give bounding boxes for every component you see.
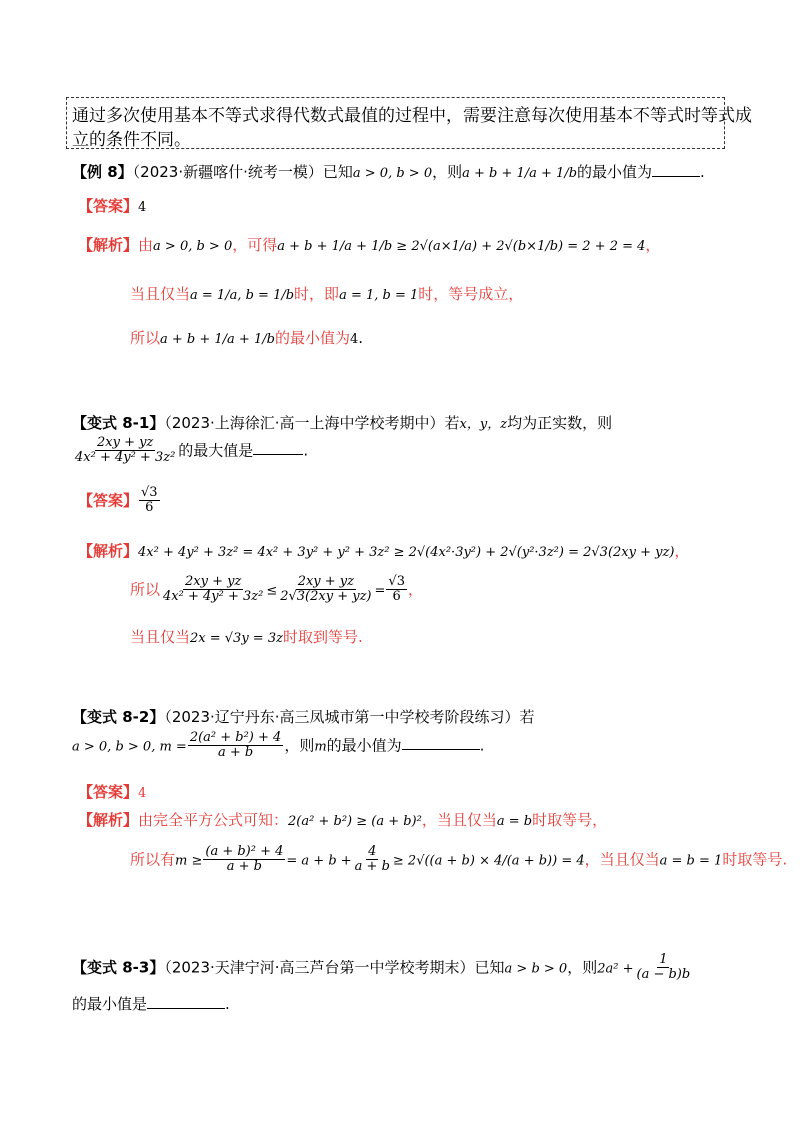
text: 所以 [130,580,161,599]
target-fraction [73,436,177,466]
denominator: 6 [145,500,154,516]
example-8-solution-3 [130,327,363,348]
numerator: 2xy + yz [297,574,355,589]
result-fraction [386,575,407,605]
denominator: a + b [226,859,262,875]
equality-condition: 2x = √3y = 3z [190,631,283,646]
inequality: a + b + 1/a + 1/b ≥ 2√(a×1/a) + 2√(b×1/b) = 2 + 2 = 4 [277,239,646,254]
text: 的最小值为 [274,329,350,347]
variant-label: 【变式 8-2】 [72,708,165,726]
source: （2023·上海徐汇·高一上海中学校考期中）若 [164,414,460,432]
text: 当且仅当 [130,285,191,303]
expression: a + b + 1/a + 1/b [462,166,578,181]
example-8-question [72,161,705,182]
condition: a > 0, b > 0 [352,166,433,181]
numerator: (a + b)² + 4 [205,844,284,859]
condition: a > b > 0 [504,961,568,977]
note-line-1: 通过多次使用基本不等式求得代数式最值的过程中，需要注意每次使用基本不等式时等式成 [72,106,752,126]
answer-label: 【答案】 [78,197,139,215]
text: 由 [138,236,154,254]
answer-blank [652,164,700,177]
variant-8-2-solution-1 [78,809,607,830]
answer-value: 4 [138,200,147,215]
source: （2023·新疆喀什·统考一模）已知 [132,163,353,181]
m-geq: m ≥ [175,853,203,869]
lhs-fraction [161,575,265,605]
variant-label: 【变式 8-1】 [72,414,165,432]
text: 当且仅当 [130,628,191,646]
example-label: 【例 8】 [72,163,133,181]
variant-8-1-solution-1 [78,540,689,561]
text: 的最小值为 [577,163,653,181]
equality-condition: a = 1/a, b = 1/b [190,288,295,303]
numerator: 4 [368,844,377,859]
inequality: 4x² + 4y² + 3z² = 4x² + 3y² + y² + 3z² ≥ 2√(4x²·3y²) + 2√(y²·3z²) = 2√3(2xy + yz) [138,545,675,560]
source: （2023·天津宁河·高三芦台第一中学校考期末）已知 [164,958,505,977]
denominator: 6 [392,589,401,605]
numerator: 2(a² + b²) + 4 [189,730,282,745]
text: . [700,163,705,181]
values: a = 1, b = 1 [339,288,419,303]
equality-condition: a = b [496,814,533,829]
text: . [479,736,485,755]
text: 的最小值是 [72,995,148,1013]
am-gm: ≥ 2√((a + b) × 4/(a + b)) = 4 [392,853,585,869]
text: 时取到等号. [282,628,363,646]
text: ， [645,236,661,254]
bound-fraction [203,845,285,875]
variant-8-1-question [72,412,612,433]
variant-8-1-solution-3 [130,626,363,647]
text: ， [674,542,690,560]
text: ，当且仅当 [584,850,660,869]
equals-expr: = a + b + [286,853,352,869]
variables: x，y，z [459,417,508,432]
note-line-2: 立的条件不同。 [72,130,191,150]
solution-label: 【解析】 [78,811,139,829]
text: ，则 [284,736,315,755]
example-8-answer [78,195,146,216]
denominator: (a − b)b [636,967,691,983]
text: 时，等号成立， [418,285,524,303]
answer-blank [147,996,225,1009]
rhs-fraction [278,575,373,605]
answer-label: 【答案】 [78,491,139,510]
variable: m [314,739,327,755]
example-8-solution-1 [78,234,660,255]
text: ，可得 [232,236,278,254]
text: . [358,329,364,347]
answer-value: 4 [138,786,147,801]
answer-label: 【答案】 [78,783,139,801]
answer-blank [253,442,303,455]
variant-8-2-question [72,706,535,727]
text: 时取等号， [532,811,608,829]
m-fraction [188,731,284,761]
variant-8-2-question-2 [72,731,484,761]
answer-blank [402,737,480,750]
variant-8-1-solution-2 [130,575,423,605]
text: 时取等号. [722,850,788,869]
answer-fraction [139,486,160,516]
text: . [225,995,230,1013]
text: ，当且仅当 [421,811,497,829]
text: 所以有 [130,850,176,869]
variant-8-2-solution-2 [130,845,787,875]
expr-prefix: 2a² + [597,961,634,977]
variant-8-2-answer [78,781,146,802]
expression: a + b + 1/a + 1/b [160,332,275,347]
numerator: 1 [659,952,668,967]
inequality: 2(a² + b²) ≥ (a + b)² [288,814,422,829]
condition: a > 0, b > 0, m = [72,739,187,755]
numerator: √3 [141,485,158,500]
solution-label: 【解析】 [78,542,139,560]
variant-label: 【变式 8-3】 [72,958,165,977]
variant-8-1-answer [78,486,161,516]
text: 的最小值为 [326,736,402,755]
leq: ≤ [266,583,278,599]
expr-fraction [635,953,693,983]
text: 的最大值是 [178,441,254,460]
example-8-solution-2 [130,283,523,304]
text: ，则 [432,163,463,181]
solution-label: 【解析】 [78,236,139,254]
source: （2023·辽宁丹东·高三凤城市第一中学校考阶段练习）若 [164,708,535,726]
text: 时，即 [294,285,340,303]
min-value: 4 [349,332,359,347]
numerator: 2xy + yz [96,435,154,450]
variant-8-3-question-2 [72,993,230,1014]
four-fraction [353,845,392,875]
text: 均为正实数，则 [507,414,613,432]
text: ， [407,580,423,599]
equals: = [374,583,386,599]
text: ，则 [567,958,598,977]
variant-8-3-question [72,953,693,983]
equality-condition: a = b = 1 [659,853,723,869]
denominator: 4x² + 4y² + 3z² [163,589,264,605]
text: . [303,441,309,460]
numerator: √3 [388,574,405,589]
text: 所以 [130,329,161,347]
numerator: 2xy + yz [185,574,242,589]
denominator: a + b [217,745,254,761]
variant-8-1-question-2 [72,436,308,466]
condition: a > 0, b > 0 [153,239,233,254]
text: 由完全平方公式可知： [138,811,289,829]
denominator: 4x² + 4y² + 3z² [75,450,176,466]
denominator: 2√3(2xy + yz) [280,589,372,605]
denominator: a + b [354,859,390,875]
